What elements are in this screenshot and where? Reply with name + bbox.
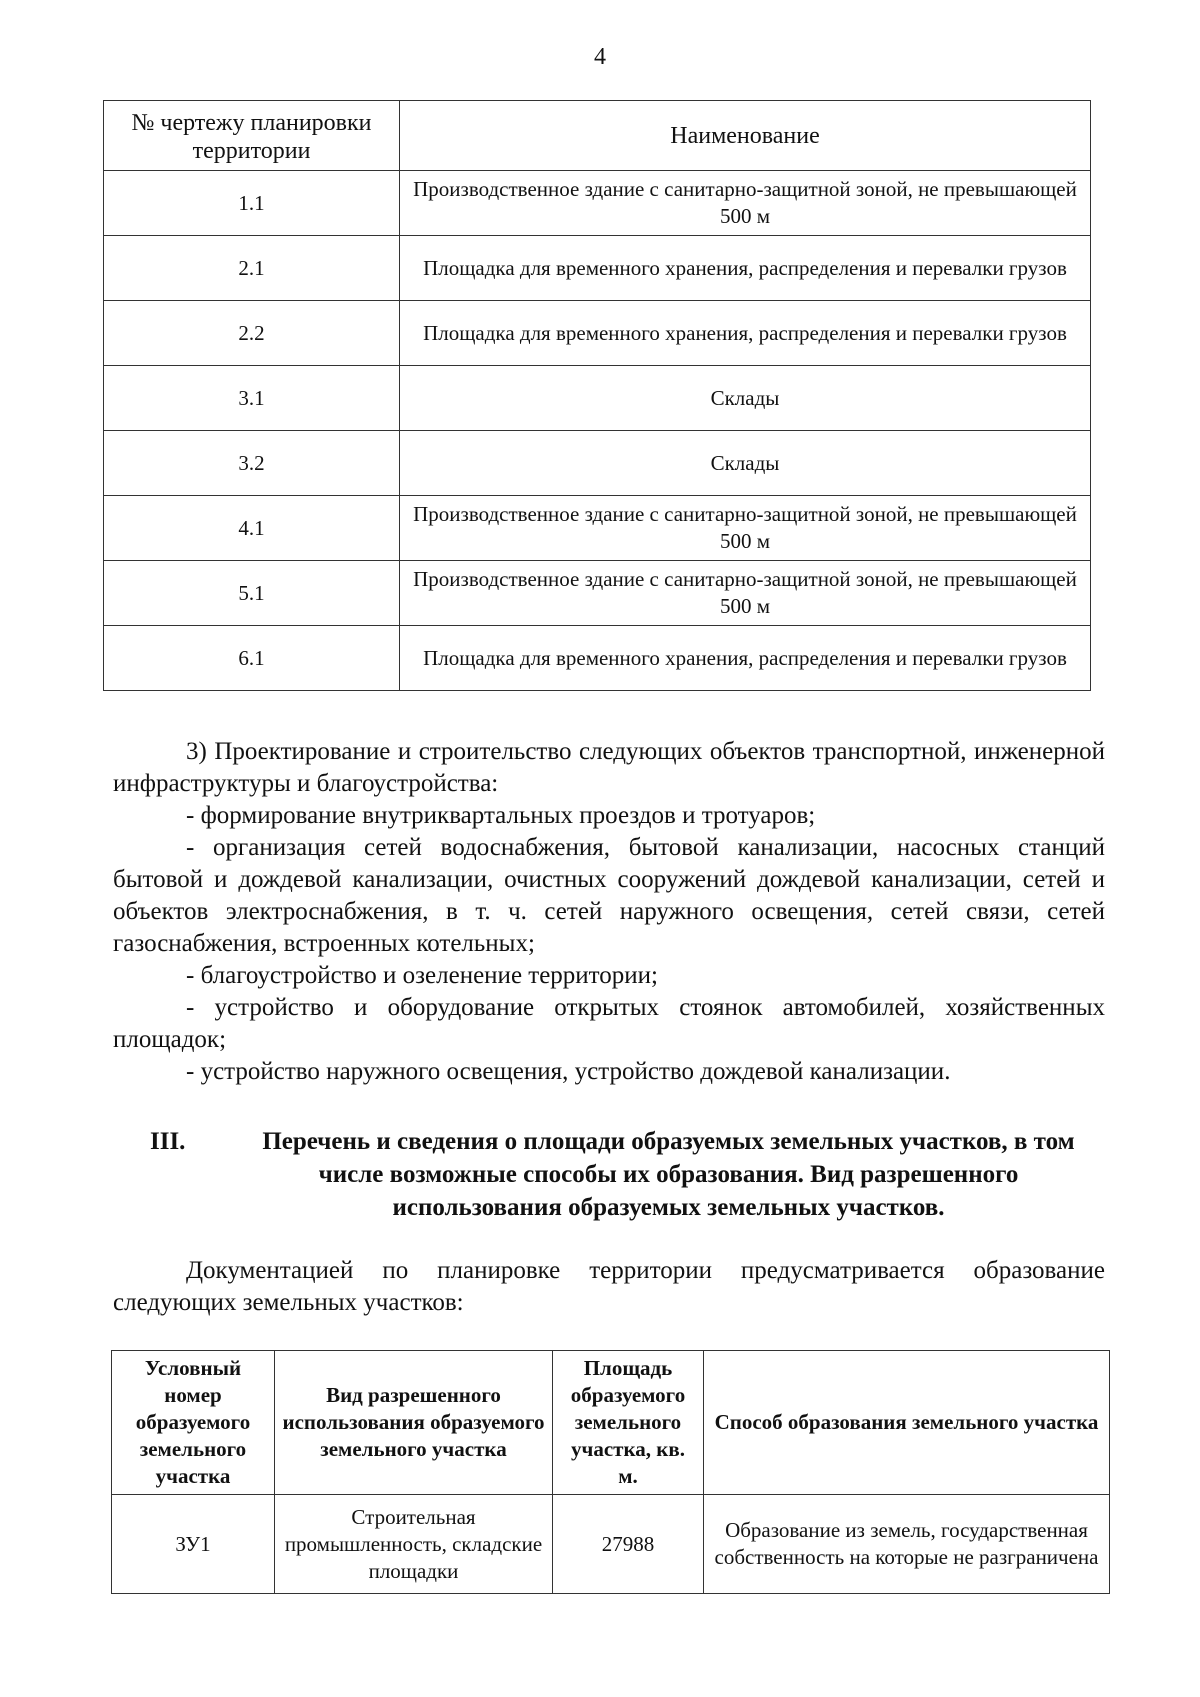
list-item: - устройство и оборудование открытых стоянок автомобилей, хозяйственных площадок; — [113, 994, 1105, 1053]
row-number-cell: 4.1 — [104, 496, 400, 561]
table-header-row — [104, 101, 1091, 171]
column-header-permitted-use: Вид разрешенного использования образуемого земельного участка — [275, 1351, 553, 1495]
row-number-cell: 6.1 — [104, 626, 400, 691]
row-number-cell: 2.2 — [104, 301, 400, 366]
table-row — [104, 236, 1091, 301]
row-name-cell: Площадка для временного хранения, распределения и перевалки грузов — [400, 301, 1091, 366]
section-3-text — [113, 736, 1105, 1088]
list-item: - формирование внутриквартальных проездов и тротуаров; — [186, 802, 816, 829]
table-row — [104, 431, 1091, 496]
section-number: III. — [150, 1128, 186, 1155]
column-header-drawing-number: № чертежу планировки территории — [104, 101, 400, 171]
objects-table — [103, 100, 1091, 691]
row-name-cell: Производственное здание с санитарно-защитной зоной, не превышающей 500 м — [400, 496, 1091, 561]
plot-id-cell: ЗУ1 — [112, 1495, 275, 1594]
plot-use-cell: Строительная промышленность, складские площадки — [275, 1495, 553, 1594]
list-item: - организация сетей водоснабжения, бытовой канализации, насосных станций бытовой и дождевой канализации, очистных сооружений дождевой канализации, сетей и объектов электроснабжения, в т. ч. сетей наружного освещения, сетей связи, сетей газоснабжения, встроенных котельных; — [113, 834, 1105, 957]
table-row — [104, 561, 1091, 626]
section-3-intro: 3) Проектирование и строительство следующих объектов транспортной, инженерной инфраструктуры и благоустройства: — [113, 738, 1105, 797]
page-number: 4 — [594, 44, 606, 70]
table-row — [104, 626, 1091, 691]
row-number-cell: 5.1 — [104, 561, 400, 626]
row-name-cell: Производственное здание с санитарно-защитной зоной, не превышающей 500 м — [400, 171, 1091, 236]
table-header-row — [112, 1351, 1110, 1495]
section-heading — [150, 1125, 1105, 1224]
section-title: Перечень и сведения о площади образуемых земельных участков, в том числе возможные способы их образования. Вид разрешенного использования образуемых земельных участков. — [262, 1128, 1075, 1221]
intro-text — [113, 1255, 1105, 1319]
table-row — [104, 301, 1091, 366]
column-header-plot-id: Условный номер образуемого земельного участка — [112, 1351, 275, 1495]
row-number-cell: 2.1 — [104, 236, 400, 301]
row-name-cell: Склады — [400, 431, 1091, 496]
list-item: - благоустройство и озеленение территории; — [186, 962, 658, 989]
table-row — [104, 496, 1091, 561]
row-name-cell: Площадка для временного хранения, распределения и перевалки грузов — [400, 626, 1091, 691]
row-number-cell: 3.1 — [104, 366, 400, 431]
column-header-formation-method: Способ образования земельного участка — [704, 1351, 1110, 1495]
plot-area-cell: 27988 — [553, 1495, 704, 1594]
column-header-name: Наименование — [400, 101, 1091, 171]
plot-method-cell: Образование из земель, государственная собственность на которые не разграничена — [704, 1495, 1110, 1594]
row-name-cell: Площадка для временного хранения, распределения и перевалки грузов — [400, 236, 1091, 301]
land-plots-table — [111, 1350, 1110, 1594]
row-number-cell: 3.2 — [104, 431, 400, 496]
list-item: - устройство наружного освещения, устройство дождевой канализации. — [186, 1058, 951, 1085]
intro-paragraph: Документацией по планировке территории предусматривается образование следующих земельных участков: — [113, 1257, 1105, 1316]
row-name-cell: Производственное здание с санитарно-защитной зоной, не превышающей 500 м — [400, 561, 1091, 626]
table-row — [112, 1495, 1110, 1594]
row-number-cell: 1.1 — [104, 171, 400, 236]
row-name-cell: Склады — [400, 366, 1091, 431]
table-row — [104, 171, 1091, 236]
table-row — [104, 366, 1091, 431]
column-header-area: Площадь образуемого земельного участка, кв. м. — [553, 1351, 704, 1495]
